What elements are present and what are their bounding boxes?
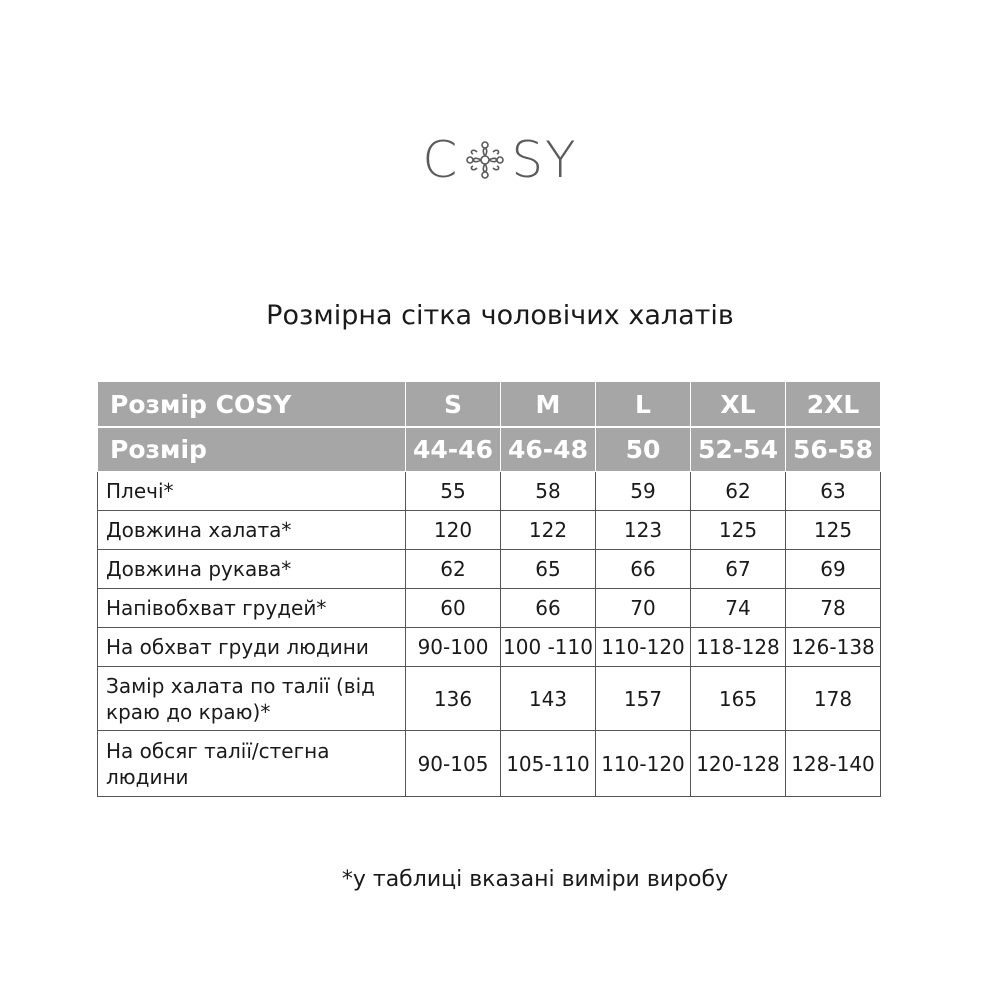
table-cell: 157 bbox=[596, 667, 691, 731]
table-cell: 66 bbox=[596, 550, 691, 589]
table-cell: 70 bbox=[596, 589, 691, 628]
knot-ornament-icon bbox=[461, 136, 509, 184]
row-label: На обхват груди людини bbox=[98, 628, 406, 667]
table-cell: 118-128 bbox=[691, 628, 786, 667]
logo-left-letter: C bbox=[422, 131, 460, 189]
table-cell: 67 bbox=[691, 550, 786, 589]
table-cell: 136 bbox=[406, 667, 501, 731]
row-label: Довжина рукава* bbox=[98, 550, 406, 589]
page-title: Розмірна сітка чоловічих халатів bbox=[266, 300, 734, 331]
table-cell: 122 bbox=[501, 511, 596, 550]
table-cell: 128-140 bbox=[786, 731, 881, 797]
size-chart-table bbox=[97, 381, 881, 797]
brand-logo bbox=[0, 130, 1000, 190]
header-size-cell: 52-54 bbox=[691, 427, 786, 472]
table-cell: 100 -110 bbox=[501, 628, 596, 667]
table-cell: 178 bbox=[786, 667, 881, 731]
header-size-cell: 56-58 bbox=[786, 427, 881, 472]
footnote: *у таблиці вказані виміри виробу bbox=[341, 867, 729, 892]
table-cell: 125 bbox=[691, 511, 786, 550]
header-label: Розмір bbox=[98, 427, 406, 472]
header-row-cosy-size bbox=[98, 382, 881, 428]
row-label: На обсяг талії/стегна людини bbox=[98, 731, 406, 797]
row-label: Довжина халата* bbox=[98, 511, 406, 550]
table-cell: 58 bbox=[501, 472, 596, 511]
header-size-cell: 2XL bbox=[786, 382, 881, 428]
table-cell: 65 bbox=[501, 550, 596, 589]
table-cell: 66 bbox=[501, 589, 596, 628]
table-cell: 55 bbox=[406, 472, 501, 511]
header-size-cell: 50 bbox=[596, 427, 691, 472]
table-row bbox=[98, 550, 881, 589]
table-cell: 59 bbox=[596, 472, 691, 511]
table-row bbox=[98, 628, 881, 667]
table-cell: 125 bbox=[786, 511, 881, 550]
header-size-cell: 44-46 bbox=[406, 427, 501, 472]
table-cell: 90-105 bbox=[406, 731, 501, 797]
table-cell: 123 bbox=[596, 511, 691, 550]
table-cell: 62 bbox=[691, 472, 786, 511]
table-row bbox=[98, 667, 881, 731]
header-size-cell: S bbox=[406, 382, 501, 428]
table-cell: 110-120 bbox=[596, 731, 691, 797]
table-cell: 105-110 bbox=[501, 731, 596, 797]
table-row bbox=[98, 731, 881, 797]
row-label: Напівобхват грудей* bbox=[98, 589, 406, 628]
table-cell: 62 bbox=[406, 550, 501, 589]
header-size-cell: 46-48 bbox=[501, 427, 596, 472]
logo-right-letters: SY bbox=[511, 131, 578, 189]
row-label: Замір халата по талії (від краю до краю)* bbox=[98, 667, 406, 731]
header-size-cell: L bbox=[596, 382, 691, 428]
table-cell: 69 bbox=[786, 550, 881, 589]
header-label: Розмір COSY bbox=[98, 382, 406, 428]
table-cell: 78 bbox=[786, 589, 881, 628]
table-row bbox=[98, 511, 881, 550]
table-cell: 63 bbox=[786, 472, 881, 511]
table-cell: 143 bbox=[501, 667, 596, 731]
table-cell: 120 bbox=[406, 511, 501, 550]
table-cell: 90-100 bbox=[406, 628, 501, 667]
table-cell: 74 bbox=[691, 589, 786, 628]
header-row-size bbox=[98, 427, 881, 472]
table-cell: 60 bbox=[406, 589, 501, 628]
table-row bbox=[98, 472, 881, 511]
table-row bbox=[98, 589, 881, 628]
header-size-cell: XL bbox=[691, 382, 786, 428]
header-size-cell: M bbox=[501, 382, 596, 428]
table-cell: 165 bbox=[691, 667, 786, 731]
table-cell: 120-128 bbox=[691, 731, 786, 797]
row-label: Плечі* bbox=[98, 472, 406, 511]
table-cell: 126-138 bbox=[786, 628, 881, 667]
table-cell: 110-120 bbox=[596, 628, 691, 667]
